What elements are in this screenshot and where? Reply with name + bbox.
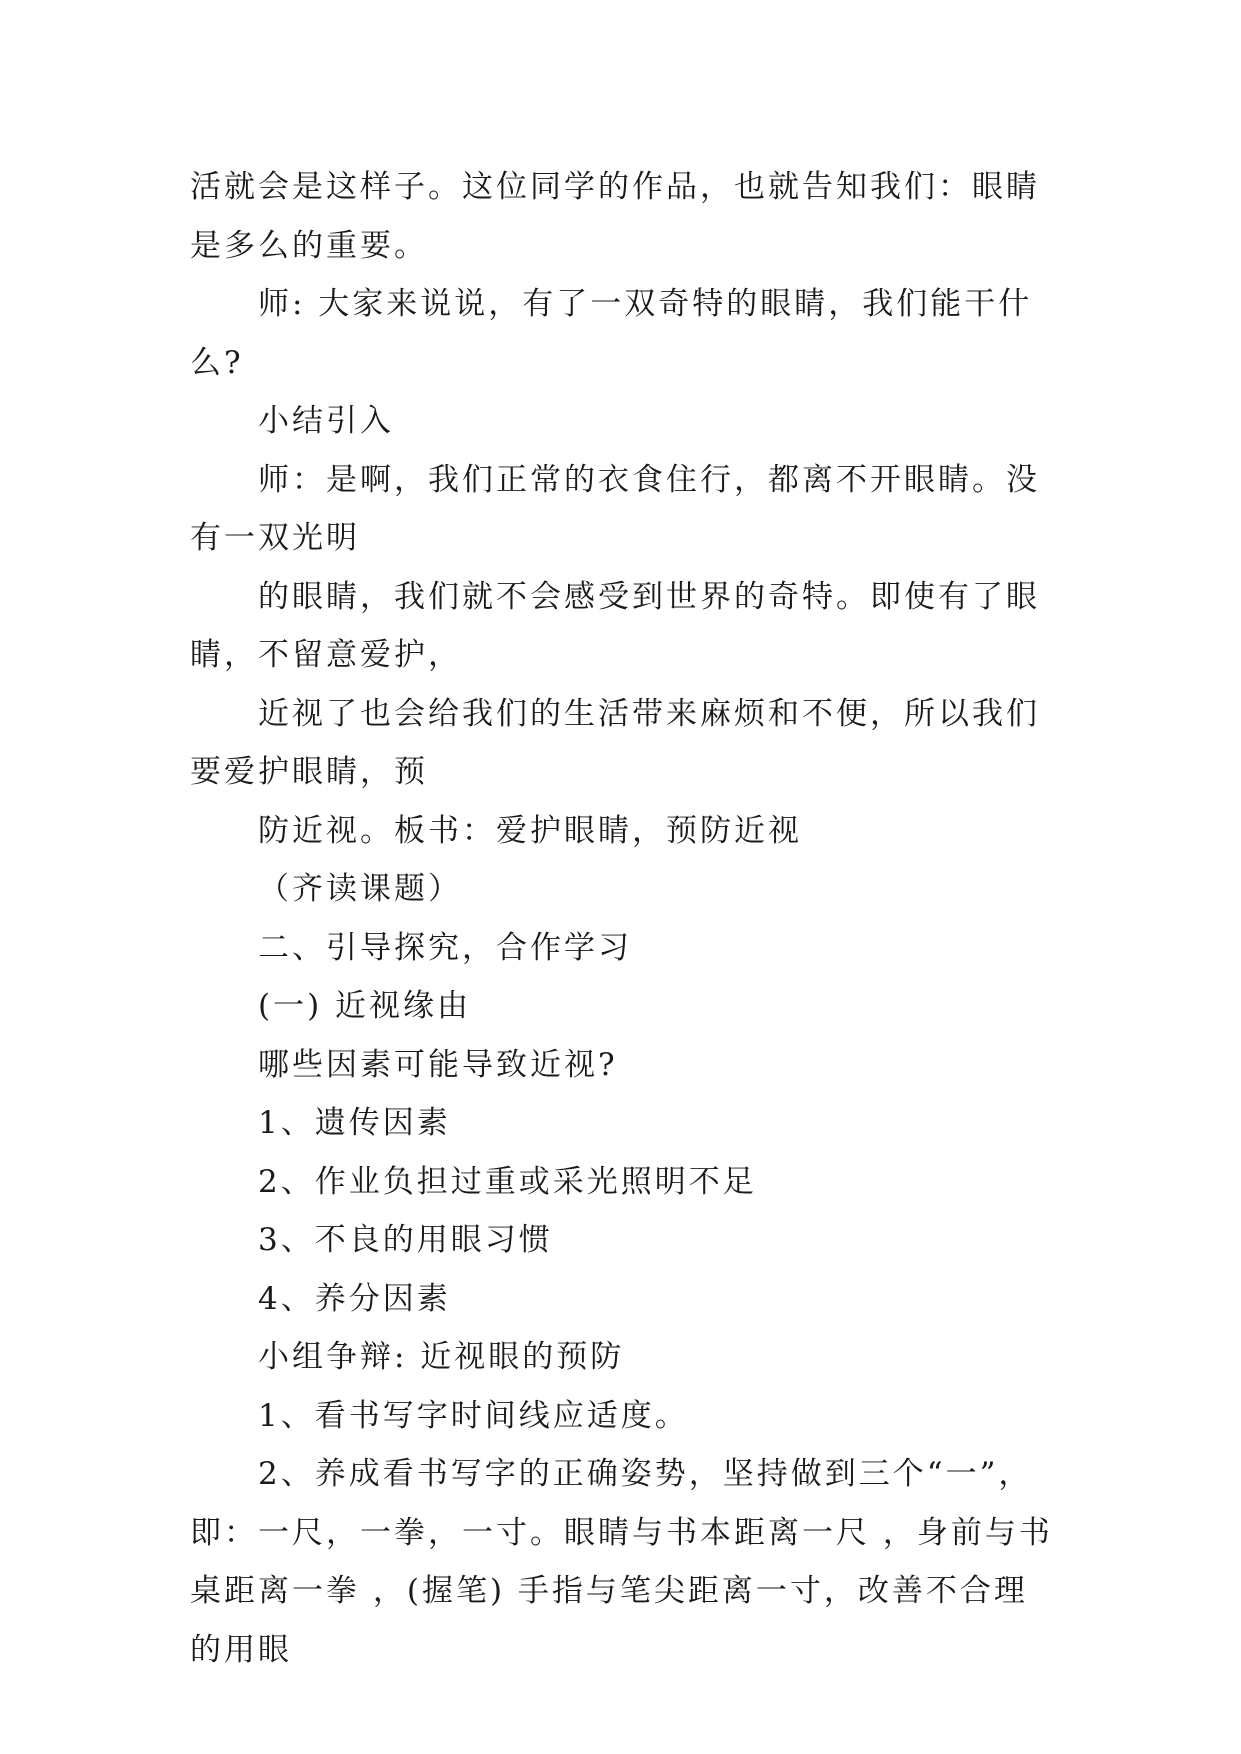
paragraph: 师：是啊，我们正常的衣食住行，都离不开眼睛。没有一双光明 xyxy=(190,461,1040,556)
list-item: 1、遗传因素 xyxy=(258,1105,451,1141)
paragraph: （齐读课题） xyxy=(258,871,462,907)
paragraph: 哪些因素可能导致近视? xyxy=(258,1046,618,1083)
paragraph: 活就会是这样子。这位同学的作品，也就告知我们：眼睛是多么的重要。 xyxy=(190,169,1040,264)
document-body xyxy=(190,158,1058,1679)
subsection-heading: (一) 近视缘由 xyxy=(258,988,472,1024)
paragraph: 防近视。板书：爱护眼睛，预防近视 xyxy=(258,812,802,849)
paragraph: 小组争辩: 近视眼的预防 xyxy=(258,1339,625,1375)
list-item: 2、作业负担过重或采光照明不足 xyxy=(258,1163,757,1200)
paragraph: 的眼睛，我们就不会感受到世界的奇特。即使有了眼睛，不留意爱护， xyxy=(190,578,1040,673)
paragraph: 师: 大家来说说，有了一双奇特的眼睛，我们能干什么? xyxy=(190,286,1033,381)
list-item: 2、养成看书写字的正确姿势，坚持做到三个“一”，即：一尺，一拳，一寸。眼睛与书本距离一尺 ，身前与书桌距离一拳 ，(握笔) 手指与笔尖距离一寸，改善不合理的用眼 xyxy=(190,1456,1053,1668)
paragraph: 近视了也会给我们的生活带来麻烦和不便，所以我们要爱护眼睛，预 xyxy=(190,695,1040,790)
list-item: 3、不良的用眼习惯 xyxy=(258,1222,553,1258)
list-item: 4、养分因素 xyxy=(258,1280,451,1317)
list-item: 1、看书写字时间线应适度。 xyxy=(258,1397,689,1434)
paragraph: 小结引入 xyxy=(258,403,394,439)
section-heading: 二、引导探究，合作学习 xyxy=(258,929,632,966)
